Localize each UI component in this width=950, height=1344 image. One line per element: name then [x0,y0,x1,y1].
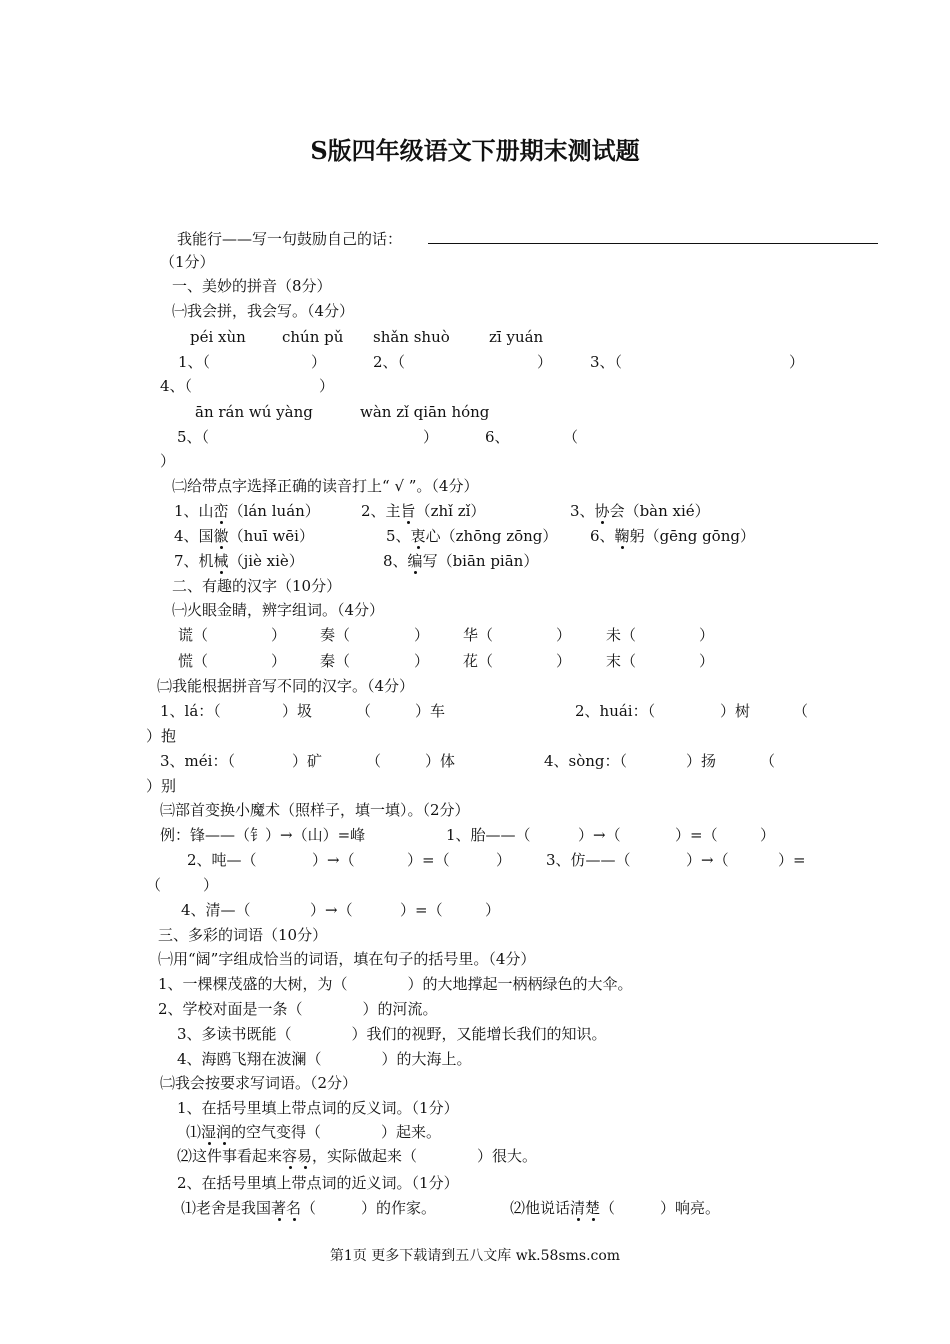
reading-item-5[interactable]: 5、衷心（zhōng zōng） [386,527,558,545]
char-open: 末（ [606,652,637,670]
question: 2、在括号里填上带点词的近义词。（1分） [177,1174,459,1192]
fill-text: 1、lá：（ [160,702,221,720]
fill-text: ） [203,876,219,894]
blank-open: 5、（ [177,428,210,446]
pinyin: zī yuán [489,328,544,346]
fill-text: ）=（ [407,851,450,869]
char-open: 秦（ [320,652,351,670]
s2-part3-heading: ㈢部首变换小魔术（照样子，填一填）。（2分） [160,801,470,819]
blank-open: 4、（ [160,377,193,395]
char-close: ） [271,626,287,644]
motto-answer-line[interactable] [428,243,878,244]
item-number: 6、 [485,428,510,446]
s1-part1-heading: ㈠我会拼，我会写。（4分） [172,302,355,320]
s3-part1-heading: ㈠用“阔”字组成恰当的词语，填在句子的括号里。（4分） [158,950,536,968]
fill-text: ）车 [415,702,446,720]
motto-score: （1分） [160,253,215,271]
question: 1、在括号里填上带点词的反义词。（1分） [177,1099,459,1117]
fill-text: ）=（ [400,901,443,919]
reading-item-3[interactable]: 3、协会（bàn xié） [570,502,710,520]
char-close: ） [414,626,430,644]
blank-close: ） [319,377,335,395]
pinyin: shǎn shuò [373,328,450,346]
blank-close: ） [537,353,553,371]
fill-text: ） [760,826,776,844]
fill-text: ）= [778,851,806,869]
pinyin: péi xùn [190,328,246,346]
fill-text: ）矿 [292,752,323,770]
fill-text: ）圾 [282,702,313,720]
reading-item-2[interactable]: 2、主旨（zhǐ zǐ） [361,502,486,520]
page-footer: 第1页 更多下载请到五八文库 wk.58sms.com [329,1248,621,1264]
fill-text: ）树 [720,702,751,720]
radical-example: 例：锋——（钅）→（山）=峰 [160,826,366,844]
fill-text: （ [760,752,776,770]
sentence-item: 4、海鸥飞翔在波澜（ ）的大海上。 [177,1050,472,1068]
motto-label: 我能行——写一句鼓励自己的话： [177,230,403,248]
fill-text: ）体 [425,752,456,770]
pinyin: chún pǔ [282,328,344,346]
antonym-item-2: ⑵这件事看起来容易，实际做起来（ ）很大。 [177,1147,538,1165]
fill-text: 3、仿——（ [546,851,631,869]
char-open: 花（ [463,652,494,670]
fill-text: 2、huái：（ [575,702,656,720]
fill-text: ） [496,851,512,869]
fill-text: （ [366,752,382,770]
reading-item-4[interactable]: 4、国徽（huī wēi） [174,527,314,545]
fill-text: ）别 [146,777,177,795]
fill-text: （ [356,702,372,720]
pinyin: wàn zǐ qiān hóng [360,403,490,421]
fill-text: 1、胎——（ [446,826,531,844]
synonym-item-2: ⑵他说话清楚（ ）响亮。 [510,1199,721,1217]
reading-item-6[interactable]: 6、鞠躬（gēng gōng） [590,527,755,545]
sentence-item: 2、学校对面是一条（ ）的河流。 [158,1000,438,1018]
sentence-item: 1、一棵棵茂盛的大树，为（ ）的大地撑起一柄柄绿色的大伞。 [158,975,633,993]
char-open: 华（ [463,626,494,644]
blank-close: ） [160,452,176,470]
char-close: ） [271,652,287,670]
reading-item-1[interactable]: 1、山峦（lán luán） [174,502,320,520]
char-open: 谎（ [178,626,209,644]
page-title: S版四年级语文下册期末测试题 [310,136,640,165]
section3-heading: 三、多彩的词语（10分） [158,926,328,944]
blank-open: （ [563,428,579,446]
char-open: 慌（ [178,652,209,670]
section1-heading: 一、美妙的拼音（8分） [172,277,332,295]
blank-close: ） [423,428,439,446]
blank-open: 1、（ [178,353,211,371]
reading-item-7[interactable]: 7、机械（jiè xiè） [174,552,304,570]
sentence-item: 3、多读书既能（ ）我们的视野，又能增长我们的知识。 [177,1025,607,1043]
s3-part2-heading: ㈡我会按要求写词语。（2分） [160,1074,358,1092]
fill-text: 2、吨—（ [187,851,257,869]
fill-text: ）→（ [310,901,353,919]
fill-text: （ [146,876,162,894]
s1-part2-heading: ㈡给带点字选择正确的读音打上“ √ ”。（4分） [172,477,479,495]
blank-open: 3、（ [590,353,623,371]
antonym-item-1: ⑴湿润的空气变得（ ）起来。 [186,1123,442,1141]
fill-text: ）→（ [578,826,621,844]
blank-close: ） [789,353,805,371]
fill-text: 3、méi：（ [160,752,235,770]
s2-part2-heading: ㈡我能根据拼音写不同的汉字。（4分） [157,677,415,695]
fill-text: ）=（ [675,826,718,844]
blank-close: ） [311,353,327,371]
char-close: ） [556,626,572,644]
char-close: ） [556,652,572,670]
char-open: 未（ [606,626,637,644]
blank-open: 2、（ [373,353,406,371]
fill-text: 4、sòng：（ [544,752,628,770]
fill-text: 4、清—（ [181,901,251,919]
s2-part1-heading: ㈠火眼金睛，辨字组词。（4分） [172,601,385,619]
char-close: ） [414,652,430,670]
pinyin: ān rán wú yàng [195,403,313,421]
fill-text: ）抱 [146,727,177,745]
char-open: 奏（ [320,626,351,644]
fill-text: ）→（ [312,851,355,869]
section2-heading: 二、有趣的汉字（10分） [172,577,342,595]
synonym-item-1: ⑴老舍是我国著名（ ）的作家。 [181,1199,437,1217]
reading-item-8[interactable]: 8、编写（biān piān） [383,552,539,570]
fill-text: ） [485,901,501,919]
fill-text: （ [793,702,809,720]
char-close: ） [699,652,715,670]
char-close: ） [699,626,715,644]
fill-text: ）扬 [686,752,717,770]
fill-text: ）→（ [686,851,729,869]
